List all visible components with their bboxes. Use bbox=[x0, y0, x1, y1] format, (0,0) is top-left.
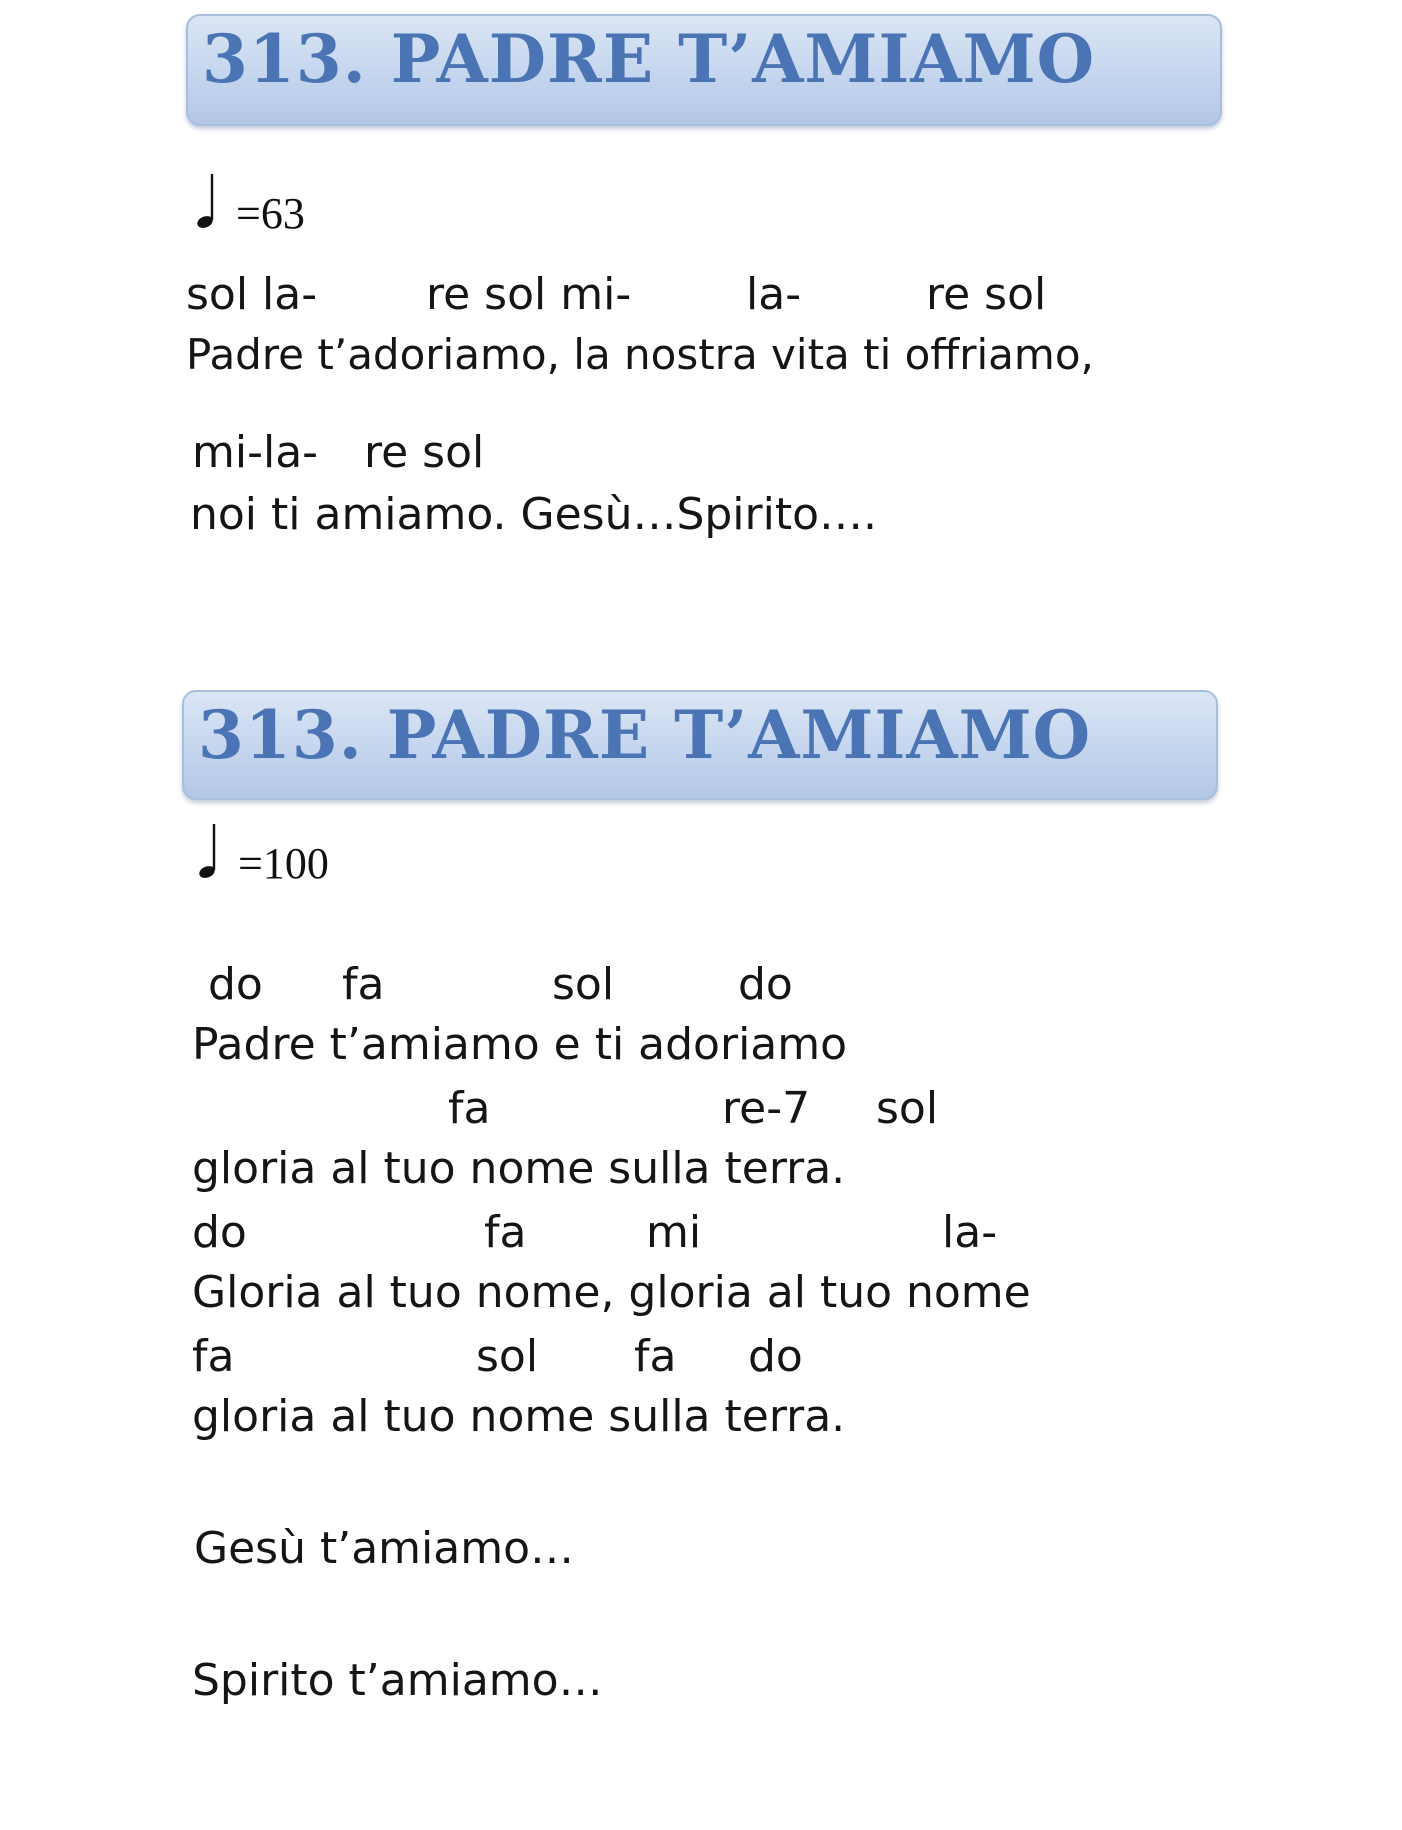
lyric-line: gloria al tuo nome sulla terra. bbox=[192, 1143, 846, 1194]
song-title-banner bbox=[186, 14, 1222, 126]
chord: do bbox=[748, 1331, 803, 1382]
chord-line bbox=[186, 270, 1086, 320]
chord: fa bbox=[448, 1083, 491, 1134]
chord: la- bbox=[746, 269, 802, 320]
chord-line bbox=[192, 1208, 1042, 1258]
chord: do bbox=[208, 959, 263, 1010]
lyric-line: noi ti amiamo. Gesù…Spirito…. bbox=[190, 489, 878, 540]
quarter-note-icon bbox=[196, 820, 226, 882]
chord: sol la- bbox=[186, 269, 318, 320]
chord: fa bbox=[484, 1207, 527, 1258]
lyric-line: Padre t’amiamo e ti adoriamo bbox=[192, 1019, 848, 1070]
tempo-value: =63 bbox=[236, 189, 305, 238]
chord: fa bbox=[634, 1331, 677, 1382]
tempo-value: =100 bbox=[238, 839, 329, 888]
chord: re-7 bbox=[722, 1083, 811, 1134]
chord-line bbox=[192, 428, 692, 478]
verse-line: Gesù t’amiamo… bbox=[194, 1523, 574, 1574]
chord: re sol bbox=[926, 269, 1047, 320]
chord-line bbox=[192, 1332, 892, 1382]
lyric-line: Padre t’adoriamo, la nostra vita ti offriamo, bbox=[186, 330, 1094, 379]
chord: la- bbox=[942, 1207, 998, 1258]
chord: re sol bbox=[364, 427, 485, 478]
song-title: 313. PADRE T’AMIAMO bbox=[202, 20, 1096, 98]
quarter-note-icon bbox=[194, 170, 224, 232]
chord: do bbox=[192, 1207, 247, 1258]
song-title-banner bbox=[182, 690, 1218, 800]
chord-line bbox=[208, 960, 908, 1010]
chord: sol bbox=[552, 959, 615, 1010]
lyric-line: Gloria al tuo nome, gloria al tuo nome bbox=[192, 1267, 1031, 1318]
chord: fa bbox=[342, 959, 385, 1010]
chord-line bbox=[192, 1084, 992, 1134]
chord: mi-la- bbox=[192, 427, 319, 478]
song-title: 313. PADRE T’AMIAMO bbox=[198, 696, 1092, 774]
chord: re sol mi- bbox=[426, 269, 632, 320]
chord: sol bbox=[876, 1083, 939, 1134]
chord: sol bbox=[476, 1331, 539, 1382]
verse-line: Spirito t’amiamo… bbox=[192, 1655, 603, 1706]
chord: do bbox=[738, 959, 793, 1010]
chord: fa bbox=[192, 1331, 235, 1382]
chord: mi bbox=[646, 1207, 702, 1258]
lyric-line: gloria al tuo nome sulla terra. bbox=[192, 1391, 846, 1442]
